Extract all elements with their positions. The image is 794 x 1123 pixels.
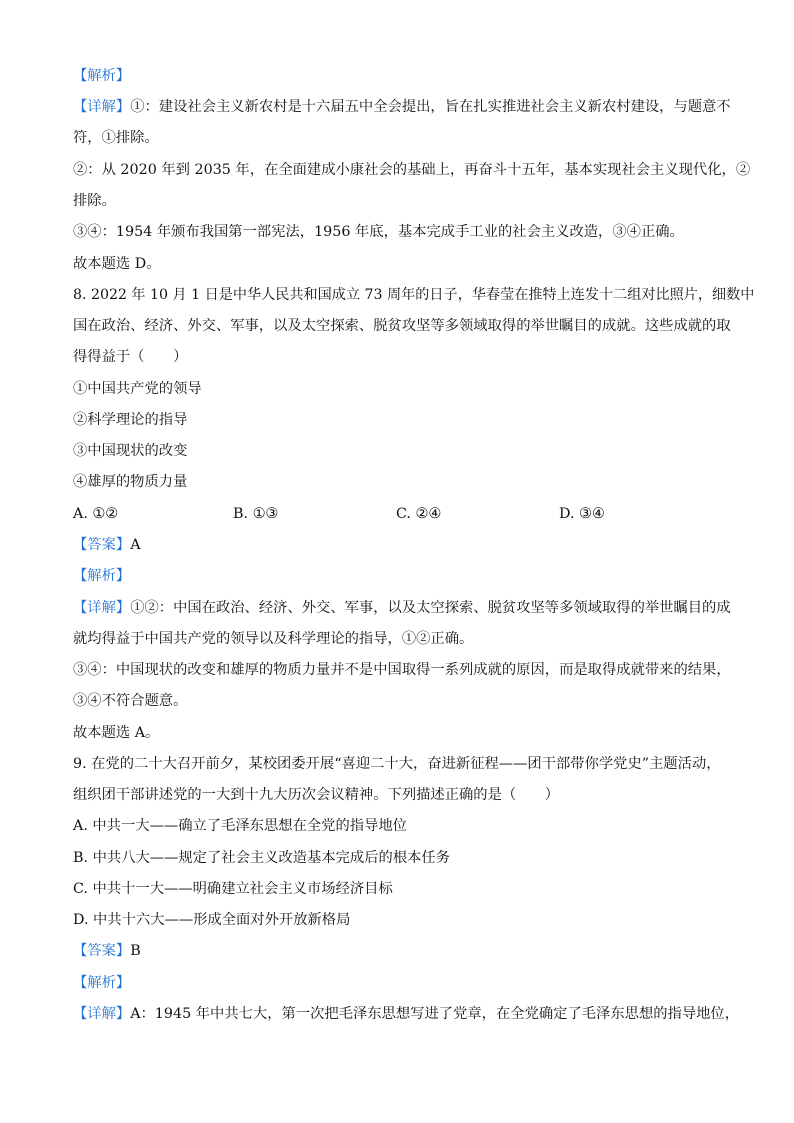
conclusion-line: 故本题选 A。 xyxy=(73,725,160,741)
question-8-item: ②科学理论的指导 xyxy=(73,412,188,428)
question-8-item: ④雄厚的物质力量 xyxy=(73,474,188,490)
option-a: A. ①② xyxy=(73,506,119,522)
question-8-stem: 得得益于（ ） xyxy=(73,349,188,365)
answer-value: A xyxy=(130,537,141,553)
question-8-stem: 国在政治、经济、外交、军事，以及太空探索、脱贫攻坚等多领域取得的举世瞩目的成就。这些成就的取 xyxy=(73,318,731,334)
detail-tag: 【详解】 xyxy=(73,99,131,115)
analysis-heading: 【解析】 xyxy=(73,68,131,84)
option-d: D. 中共十六大——形成全面对外开放新格局 xyxy=(73,912,351,928)
answer-line xyxy=(73,941,141,961)
option-a: A. 中共一大——确立了毛泽东思想在全党的指导地位 xyxy=(73,818,407,834)
answer-line xyxy=(73,535,141,555)
explanation-line: ③④不符合题意。 xyxy=(73,693,188,709)
explanation-line: ③④：1954 年颁布我国第一部宪法，1956 年底，基本完成手工业的社会主义改造，③④正确。 xyxy=(73,224,684,240)
answer-tag: 【答案】 xyxy=(73,537,131,553)
answer-tag: 【答案】 xyxy=(73,943,131,959)
option-c: C. 中共十一大——明确建立社会主义市场经济目标 xyxy=(73,881,393,897)
analysis-heading: 【解析】 xyxy=(73,975,131,991)
explanation-text: A：1945 年中共七大，第一次把毛泽东思想写进了党章，在全党确定了毛泽东思想的指导地位， xyxy=(130,1006,740,1022)
explanation-line: ②：从 2020 年到 2035 年，在全面建成小康社会的基础上，再奋斗十五年，基本实现社会主义现代化，② xyxy=(73,162,751,178)
question-9-stem: 组织团干部讲述党的一大到十九大历次会议精神。下列描述正确的是（ ） xyxy=(73,787,560,803)
explanation-line: ③④：中国现状的改变和雄厚的物质力量并不是中国取得一系列成就的原因，而是取得成就带来的结果， xyxy=(73,662,731,678)
question-9-stem: 9. 在党的二十大召开前夕，某校团委开展“喜迎二十大，奋进新征程——团干部带你学党史”主题活动， xyxy=(73,756,721,772)
option-c: C. ②④ xyxy=(396,506,442,522)
explanation-line: 就均得益于中国共产党的领导以及科学理论的指导，①②正确。 xyxy=(73,631,474,647)
answer-value: B xyxy=(130,943,141,959)
detail-tag: 【详解】 xyxy=(73,1006,131,1022)
question-8-item: ③中国现状的改变 xyxy=(73,443,188,459)
option-b: B. ①③ xyxy=(233,506,279,522)
detail-tag: 【详解】 xyxy=(73,600,131,616)
option-b: B. 中共八大——规定了社会主义改造基本完成后的根本任务 xyxy=(73,850,451,866)
explanation-line: 排除。 xyxy=(73,193,116,209)
explanation-line: 符，①排除。 xyxy=(73,130,159,146)
explanation-line xyxy=(73,97,731,117)
question-8-item: ①中国共产党的领导 xyxy=(73,381,202,397)
conclusion-line: 故本题选 D。 xyxy=(73,256,161,272)
question-8-stem: 8. 2022 年 10 月 1 日是中华人民共和国成立 73 周年的日子，华春莹在推特上连发十二组对比照片，细数中 xyxy=(73,287,755,303)
explanation-text: ①：建设社会主义新农村是十六届五中全会提出，旨在扎实推进社会主义新农村建设，与题意不 xyxy=(130,99,731,115)
analysis-heading: 【解析】 xyxy=(73,568,131,584)
explanation-line xyxy=(73,1004,739,1024)
explanation-text: ①②：中国在政治、经济、外交、军事，以及太空探索、脱贫攻坚等多领域取得的举世瞩目的成 xyxy=(130,600,731,616)
option-d: D. ③④ xyxy=(559,506,605,522)
explanation-line xyxy=(73,598,731,618)
